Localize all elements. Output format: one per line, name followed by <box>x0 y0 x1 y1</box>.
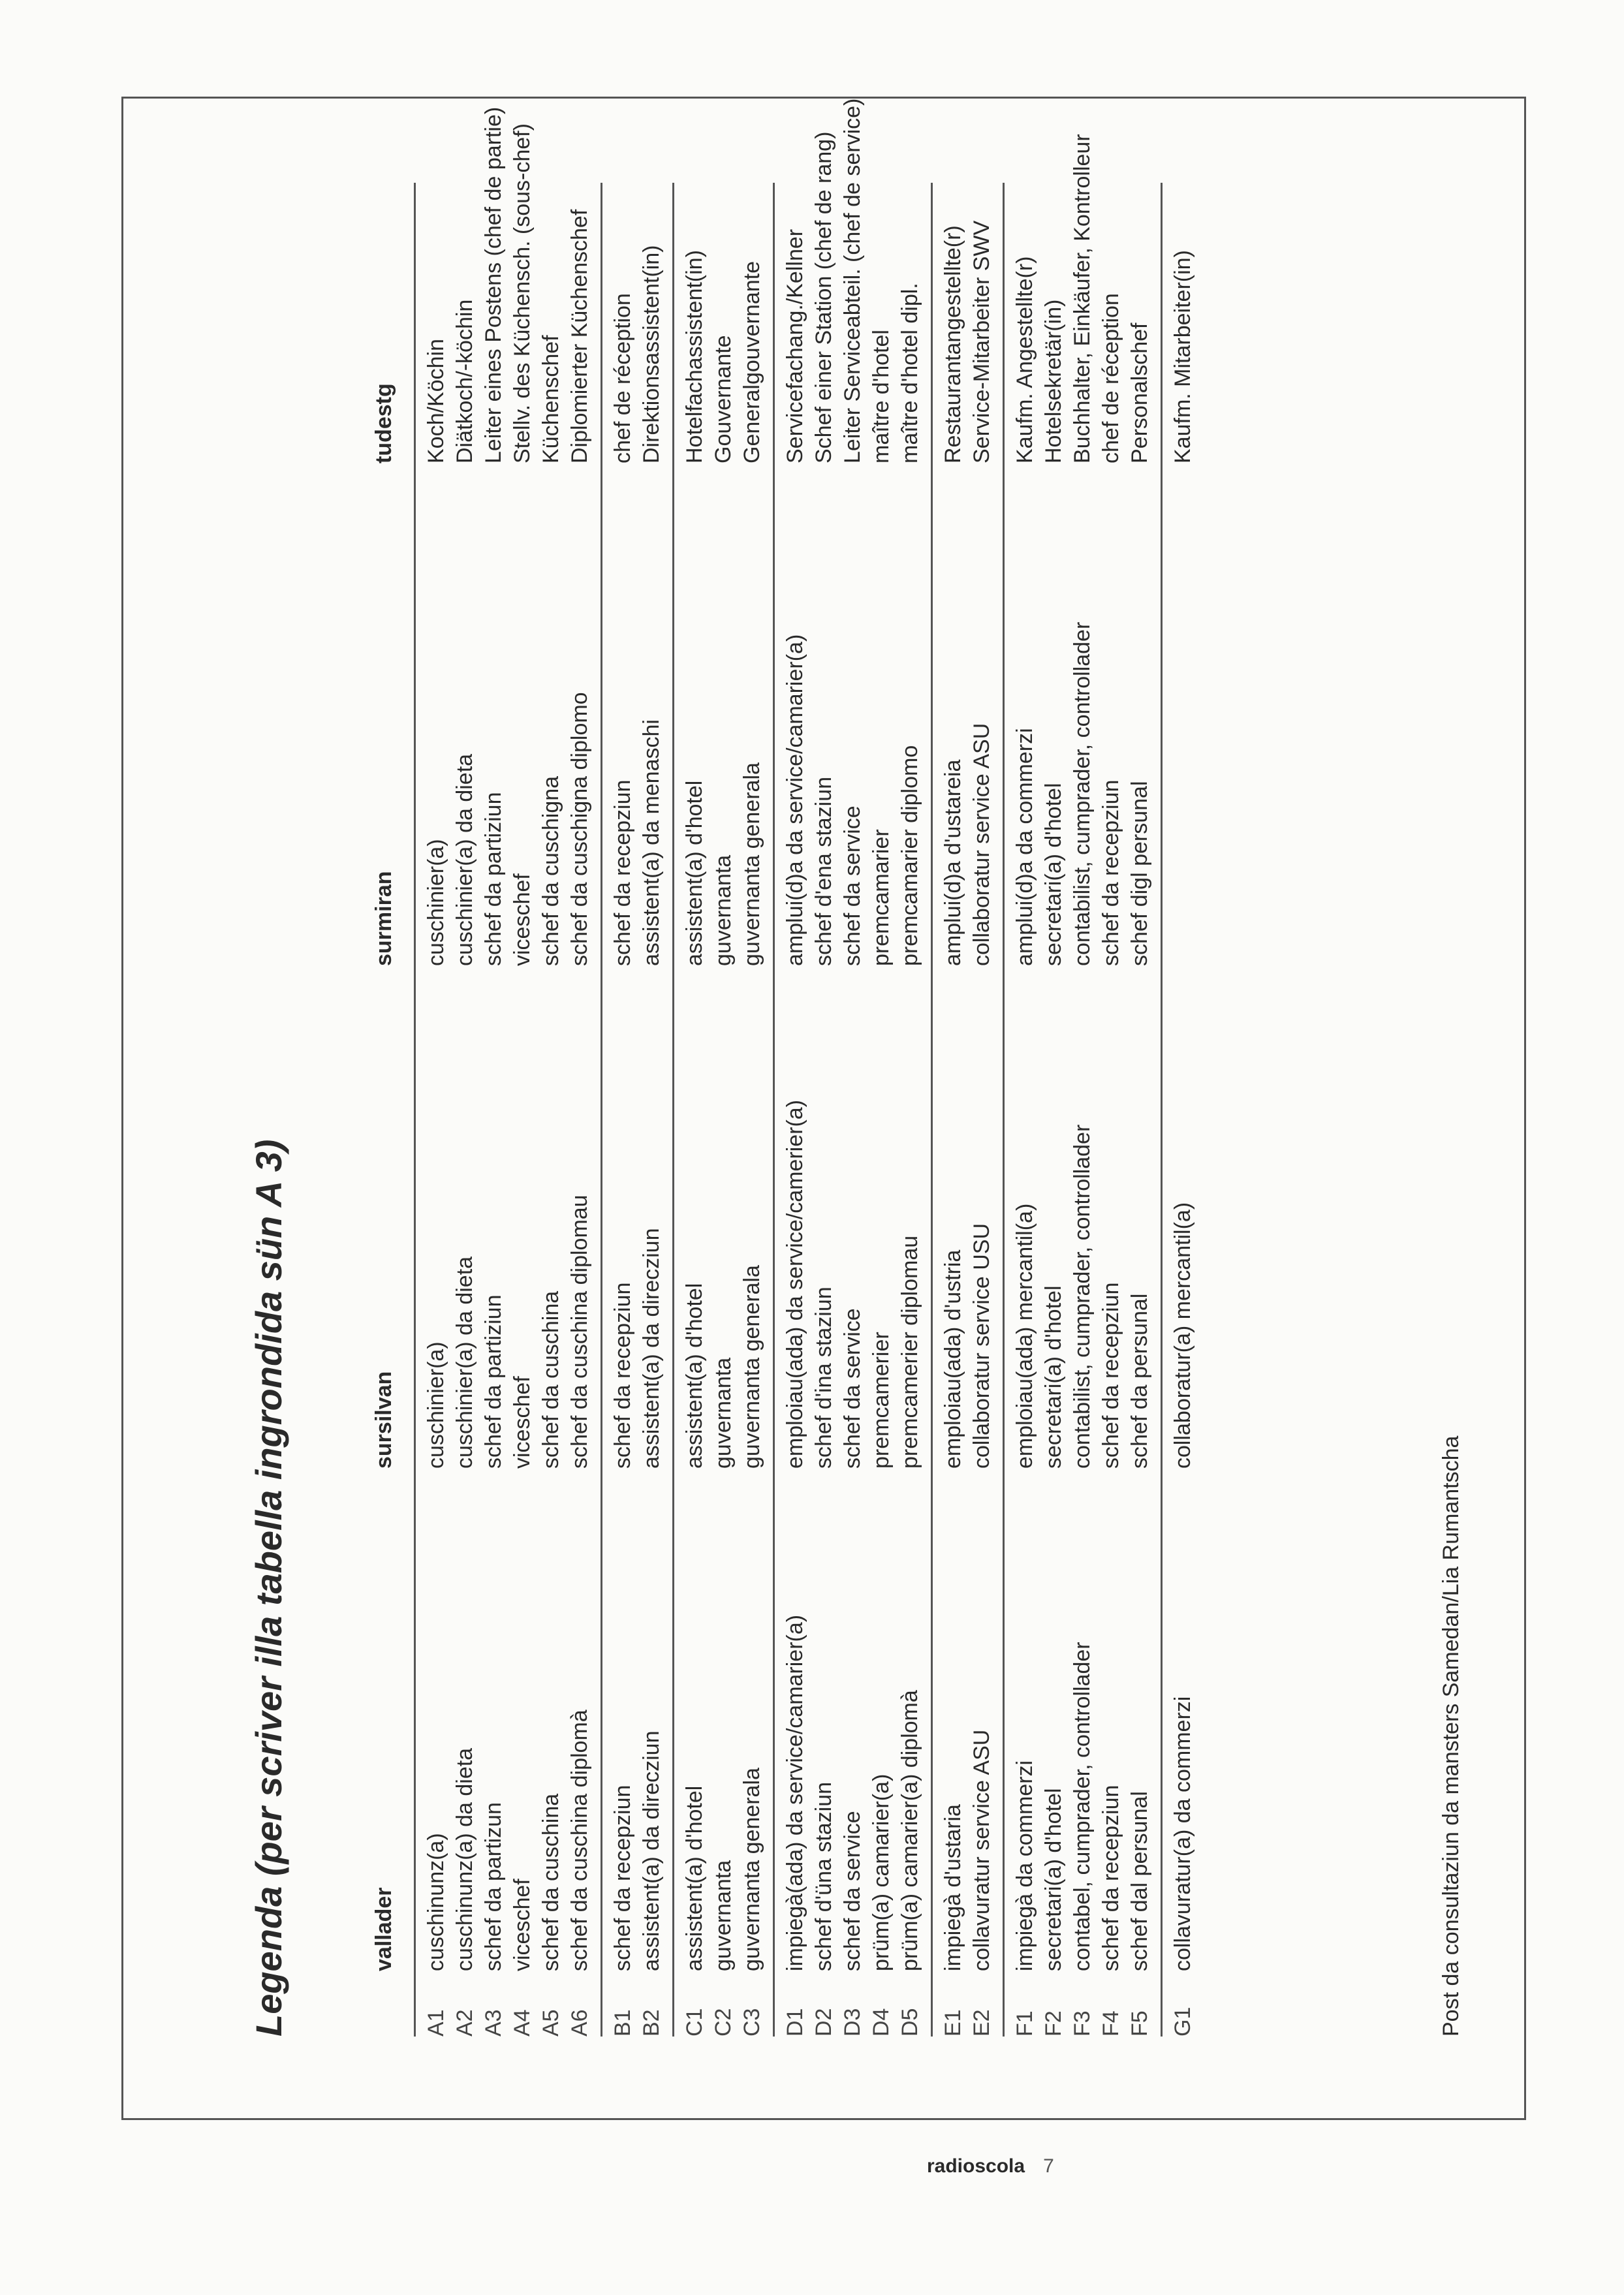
table-cell: schef da persunal <box>1127 1293 1152 1469</box>
row-code: F4 <box>1099 2010 1123 2037</box>
table-cell: cuschinunz(a) <box>424 1833 448 1971</box>
table-cell: Leiter eines Postens (chef de partie) <box>481 106 506 463</box>
table-cell: guvernanta generala <box>740 762 764 966</box>
table-cell: assistent(a) da direcziun <box>639 1730 664 1971</box>
legend-group <box>931 183 995 2037</box>
table-cell: amplui(d)a d'ustareia <box>941 759 965 966</box>
legend-group <box>601 183 665 2037</box>
table-cell: Küchenschef <box>539 335 563 463</box>
table-cell: schef da recepziun <box>610 1785 635 1971</box>
row-code: B2 <box>639 2009 664 2037</box>
table-cell: viceschef <box>510 873 535 966</box>
table-row <box>708 183 737 2037</box>
table-row <box>866 183 895 2037</box>
legend-group <box>773 98 924 2037</box>
table-row <box>636 183 665 2037</box>
table-row <box>1038 183 1067 2037</box>
row-code: A3 <box>481 2009 506 2037</box>
table-row <box>450 183 478 2037</box>
table-cell: emploiau(ada) mercantil(a) <box>1012 1203 1037 1469</box>
table-cell: viceschef <box>510 1879 535 1971</box>
table-cell: collaboratur service ASU <box>969 723 994 966</box>
table-cell: premcamarier <box>869 829 894 966</box>
table-cell: Diätkoch/-köchin <box>452 299 477 463</box>
table-cell: emploiau(ada) da service/camerier(a) <box>783 1099 807 1469</box>
row-code: E2 <box>969 2009 994 2037</box>
table-cell: secretari(a) d'hotel <box>1041 783 1066 966</box>
table-cell: Kaufm. Angestellte(r) <box>1012 256 1037 463</box>
table-cell: impiegà da commerzi <box>1012 1760 1037 1971</box>
table-cell: schef da partiziun <box>481 792 506 966</box>
publication-name: radioscola <box>927 2155 1025 2177</box>
table-cell: Servicefachang./Kellner <box>783 228 807 463</box>
table-cell: Koch/Köchin <box>424 339 448 463</box>
table-cell: viceschef <box>510 1376 535 1469</box>
table-row <box>421 183 450 2037</box>
table-cell: secretari(a) d'hotel <box>1041 1788 1066 1971</box>
row-code: C3 <box>740 2008 764 2037</box>
table-row <box>1168 183 1196 2037</box>
table-row <box>967 183 995 2037</box>
table-cell: cuschinier(a) <box>424 839 448 966</box>
table-row <box>478 106 507 2037</box>
table-cell: schef da recepziun <box>1099 779 1123 966</box>
table-cell: chef de réception <box>610 293 635 463</box>
table-cell: Kaufm. Mitarbeiter(in) <box>1170 250 1195 463</box>
legend-group <box>672 183 766 2037</box>
table-cell: schef da recepziun <box>1099 1282 1123 1469</box>
table-cell: schef da partizun <box>481 1802 506 1971</box>
table-cell: assistent(a) d'hotel <box>682 780 707 966</box>
table-cell: collaboratur(a) mercantil(a) <box>1170 1202 1195 1469</box>
table-cell: schef da service <box>840 1308 865 1469</box>
table-row <box>737 183 766 2037</box>
table-cell: premcamerier diplomau <box>898 1235 922 1469</box>
table-cell: Stellv. des Küchensch. (sous-chef) <box>510 123 535 463</box>
table-cell: schef da cuschigna <box>539 775 563 966</box>
table-cell: Schef einer Station (chef de rang) <box>811 131 836 463</box>
table-cell: schef da service <box>840 1811 865 1971</box>
row-code: D4 <box>869 2008 894 2037</box>
table-cell: schef dal persunal <box>1127 1791 1152 1971</box>
table-cell: emploiau(ada) d'ustria <box>941 1249 965 1469</box>
row-code: D2 <box>811 2008 836 2037</box>
table-row <box>1096 183 1125 2037</box>
table-cell: chef de réception <box>1099 293 1123 463</box>
table-cell: schef da cuschina diplomà <box>567 1710 592 1971</box>
table-cell: premcamerier <box>869 1332 894 1469</box>
table-cell: schef digl persunal <box>1127 781 1152 966</box>
row-code: F2 <box>1041 2010 1066 2037</box>
table-cell: prüm(a) camarier(a) diplomà <box>898 1690 922 1971</box>
table-row <box>895 183 924 2037</box>
table-cell: assistent(a) d'hotel <box>682 1785 707 1971</box>
table-cell: assistent(a) d'hotel <box>682 1283 707 1469</box>
table-cell: cuschinier(a) da dieta <box>452 1256 477 1469</box>
table-cell: cuschinunz(a) da dieta <box>452 1747 477 1971</box>
row-code: A4 <box>510 2009 535 2037</box>
page-footer <box>927 2155 1054 2178</box>
table-cell: Gouvernante <box>711 335 736 463</box>
table-cell: assistent(a) da menaschi <box>639 719 664 966</box>
row-code: A2 <box>452 2009 477 2037</box>
table-cell: schef da cuschina <box>539 1793 563 1971</box>
table-cell: schef da recepziun <box>610 1282 635 1469</box>
page-title: Legenda (per scriver illa tabella ingrondida sün A 3) <box>248 1139 289 2037</box>
table-cell: premcamarier diplomo <box>898 745 922 966</box>
table-cell: schef d'ina staziun <box>811 1287 836 1469</box>
header-tudestg: tudestg <box>371 383 396 463</box>
table-row <box>1125 183 1153 2037</box>
table-cell: secretari(a) d'hotel <box>1041 1285 1066 1469</box>
row-code: D1 <box>783 2008 807 2037</box>
table-cell: maître d'hotel dipl. <box>898 283 922 463</box>
table-row <box>780 183 809 2037</box>
table-cell: cuschinier(a) <box>424 1341 448 1469</box>
table-row <box>536 183 565 2037</box>
table-cell: Generalgouvernante <box>740 260 764 463</box>
footer-note: Post da consultaziun da mansters Samedan/Lia Rumantscha <box>1439 1435 1463 2037</box>
table-cell: schef da cuschigna diplomo <box>567 692 592 966</box>
table-row <box>1067 134 1096 2037</box>
row-code: A5 <box>539 2009 563 2037</box>
table-cell: schef da cuschina diplomau <box>567 1194 592 1469</box>
legend-group <box>1161 183 1196 2037</box>
row-code: B1 <box>610 2009 635 2037</box>
table-row <box>679 183 708 2037</box>
row-code: F3 <box>1070 2010 1095 2037</box>
row-code: E1 <box>941 2009 965 2037</box>
legend-table <box>127 98 1523 2115</box>
table-cell: Restaurantangestellte(r) <box>941 225 965 463</box>
table-cell: maître d'hotel <box>869 330 894 463</box>
row-code: C1 <box>682 2008 707 2037</box>
table-cell: schef da service <box>840 805 865 966</box>
table-cell: amplui(d)a da service/camarier(a) <box>783 634 807 966</box>
table-cell: amplui(d)a da commerzi <box>1012 728 1037 966</box>
table-cell: guvernanta <box>711 1357 736 1469</box>
table-row <box>565 183 593 2037</box>
header-vallader: vallader <box>371 1887 396 1971</box>
table-cell: Leiter Serviceabteil. (chef de service) <box>840 98 865 463</box>
legend-group <box>1003 134 1153 2037</box>
table-cell: guvernanta <box>711 1860 736 1971</box>
row-code: D5 <box>898 2008 922 2037</box>
table-cell: Hotelfachassistent(in) <box>682 250 707 463</box>
table-cell: contabilist, cumprader, controllader <box>1070 1124 1095 1469</box>
table-cell: schef da partiziun <box>481 1294 506 1469</box>
table-cell: cuschinier(a) da dieta <box>452 753 477 966</box>
table-cell: collavuratur(a) da commerzi <box>1170 1696 1195 1971</box>
row-code: A6 <box>567 2009 592 2037</box>
table-row <box>938 183 967 2037</box>
table-cell: Buchhalter, Einkäufer, Kontrolleur <box>1070 134 1095 463</box>
table-cell: impiegà d'ustaria <box>941 1804 965 1971</box>
row-code: G1 <box>1170 2006 1195 2037</box>
table-row <box>809 131 837 2037</box>
table-cell: assistent(a) da direcziun <box>639 1228 664 1469</box>
table-cell: collavuratur service ASU <box>969 1729 994 1971</box>
table-cell: schef da recepziun <box>610 779 635 966</box>
table-cell: schef d'ena staziun <box>811 776 836 966</box>
table-cell: guvernanta generala <box>740 1768 764 1971</box>
row-code: A1 <box>424 2009 448 2037</box>
row-code: F5 <box>1127 2010 1152 2037</box>
header-sursilvan: sursilvan <box>371 1371 396 1469</box>
table-cell: guvernanta <box>711 854 736 966</box>
table-row <box>837 98 866 2037</box>
page-number: 7 <box>1043 2155 1054 2177</box>
row-code: D3 <box>840 2008 865 2037</box>
table-cell: Hotelsekretär(in) <box>1041 299 1066 463</box>
table-row <box>608 183 636 2037</box>
table-cell: impiegà(ada) da service/camarier(a) <box>783 1614 807 1971</box>
header-surmiran: surmiran <box>371 871 396 966</box>
row-code: C2 <box>711 2008 736 2037</box>
table-cell: Direktionsassistent(in) <box>639 245 664 463</box>
table-cell: schef da cuschina <box>539 1290 563 1469</box>
row-code: F1 <box>1012 2010 1037 2037</box>
table-row <box>507 123 536 2037</box>
table-cell: schef d'üna staziun <box>811 1781 836 1971</box>
table-cell: contabilist, cumprader, controllader <box>1070 621 1095 966</box>
legend-group <box>414 106 593 2037</box>
table-cell: Personalschef <box>1127 322 1152 463</box>
table-cell: Diplomierter Küchenschef <box>567 209 592 463</box>
table-row <box>1010 183 1038 2037</box>
table-cell: guvernanta generala <box>740 1265 764 1469</box>
table-cell: prüm(a) camarier(a) <box>869 1773 894 1971</box>
table-cell: collaboratur service USU <box>969 1223 994 1469</box>
table-cell: Service-Mitarbeiter SWV <box>969 220 994 463</box>
table-cell: contabel, cumprader, controllader <box>1070 1642 1095 1971</box>
table-cell: schef da recepziun <box>1099 1785 1123 1971</box>
